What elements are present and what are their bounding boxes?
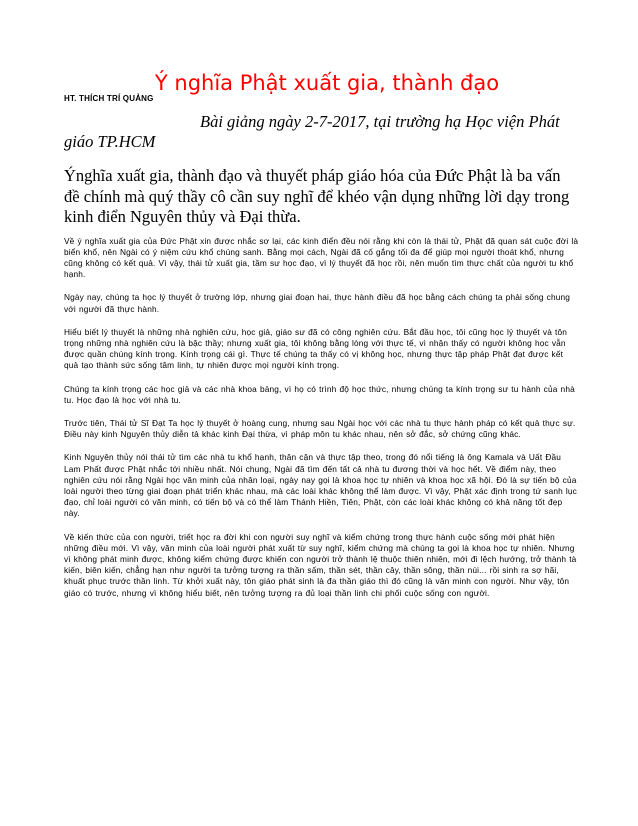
- document-page: [64, 70, 580, 599]
- subtitle: Bài giảng ngày 2-7-2017, tại trường hạ Học viện Phát giáo TP.HCM: [64, 112, 560, 151]
- body-paragraph: Về ý nghĩa xuất gia của Đức Phật xin được nhắc sơ lại, các kinh điển đều nói rằng khi còn là thái tử, Phật đã quan sát cuộc đời là biển khổ, nên Ngài có ý niệm cứu khổ chúng sanh. Bằng mọi cách, Ngài đã cố gắng tối đa để giúp mọi người thoát khổ, nhưng cũng không có kết quả. Vì vậy, thái tử xuất gia, tầm sư học đạo, vì lý thuyết đã học rồi, nên muốn tìm thực chất của người tu khổ hạnh.: [64, 235, 579, 280]
- author-line: HT. THÍCH TRÍ QUẢNG: [64, 94, 154, 103]
- body-paragraph: Về kiến thức của con người, triết học ra đời khi con người suy nghĩ và kiểm chứng trong thực hành cuộc sống mới phát hiện những điều mới. Vì vậy, văn minh của loài người phát xuất từ suy nghĩ, kiểm chứng mà chúng ta gọi là khoa học tự nhiên. Nhưng vì không phát minh được, không kiểm chứng được khiến con người trở thành lệ thuộc thiên nhiên, mới đi lệch hướng, trở thành tà kiến, biên kiến, chẳng hạn như người ta tưởng tượng ra thần sấm, thần sét, thần cây, thần sông, thần núi... rồi sinh ra sợ hãi, khuất phục trước thần linh. Từ khởi xuất này, tôn giáo phát sinh là đa thần giáo thì đó cũng là văn minh con người. Như vậy, tôn giáo có trước, nhưng vì không hiểu biết, nên tưởng tượng ra đủ loại thần linh chi phối cuộc sống con người.: [64, 531, 577, 598]
- body-paragraph: Kinh Nguyên thủy nói thái tử tìm các nhà tu khổ hạnh, thân cận và thực tập theo, trong đó nổi tiếng là ông Kamala và Uất Đầu Lam Phất được Phật nhắc tới nhiều nhất. Nói chung, Ngài đã tìm đến tất cả nhà tu đương thời và học hết. Về điểm này, theo nghiên cứu nói rằng Ngài học văn minh của nhân loại, ngày nay gọi là khoa học tự nhiên và khoa học xã hội. Đó là sự tiến bộ của loài người theo từng giai đoạn phát triển khác nhau, mà các loài khác không thể làm được. Vì vậy, Phật xác định trong tứ sanh lục đạo, chỉ loài người có văn minh, có tiến bộ và có thể làm Thánh Hiền, Tiên, Phật, còn các loài khác không có khả năng tốt đẹp này.: [64, 452, 577, 519]
- body-paragraph: Hiểu biết lý thuyết là những nhà nghiên cứu, học giả, giáo sư đã có công nghiên cứu. Bắt đầu học, tôi cũng học lý thuyết và tôn trọng những nhà nghiên cứu là bậc thầy; nhưng xuất gia, tôi không bằng lòng với thực tế, vì nhận thấy có người không học vẫn được quần chúng kính trọng. Kính trọng cái gì. Thực tế chúng ta thấy có vị không học, nhưng thực tập pháp Phật đạt được kết quả tạo thành sức sống tâm linh, tự nhiên được mọi người kính trọng.: [64, 326, 568, 371]
- body-paragraph: Ngày nay, chúng ta học lý thuyết ở trường lớp, nhưng giai đoạn hai, thực hành điều đã học bằng cách chúng ta phải sống chung với người đã thực hành.: [64, 292, 571, 314]
- body-paragraph: Chúng ta kính trọng các học giả và các nhà khoa bảng, vì họ có trình độ học thức, nhưng chúng ta kính trọng sư tu hành của nhà tu. Học đạo là học với nhà tu.: [64, 383, 575, 405]
- document-title: Ý nghĩa Phật xuất gia, thành đạo: [154, 71, 500, 95]
- body-paragraph: Trước tiên, Thái tử Sĩ Đạt Ta học lý thuyết ở hoàng cung, nhưng sau Ngài học với các nhà tu thực hành pháp có kết quả thực sự. Điều này kinh Nguyên thủy diễn tả khác kinh Đại thừa, vì pháp môn tu khác nhau, nên sở đắc, sở chứng cũng khác.: [64, 417, 576, 440]
- lead-paragraph: Ýnghĩa xuất gia, thành đạo và thuyết pháp giáo hóa của Đức Phật là ba vấn đề chính mà quý thầy cô cần suy nghĩ để khéo vận dụng những lời dạy trong kinh điển Nguyên thủy và Đại thừa.: [64, 166, 570, 226]
